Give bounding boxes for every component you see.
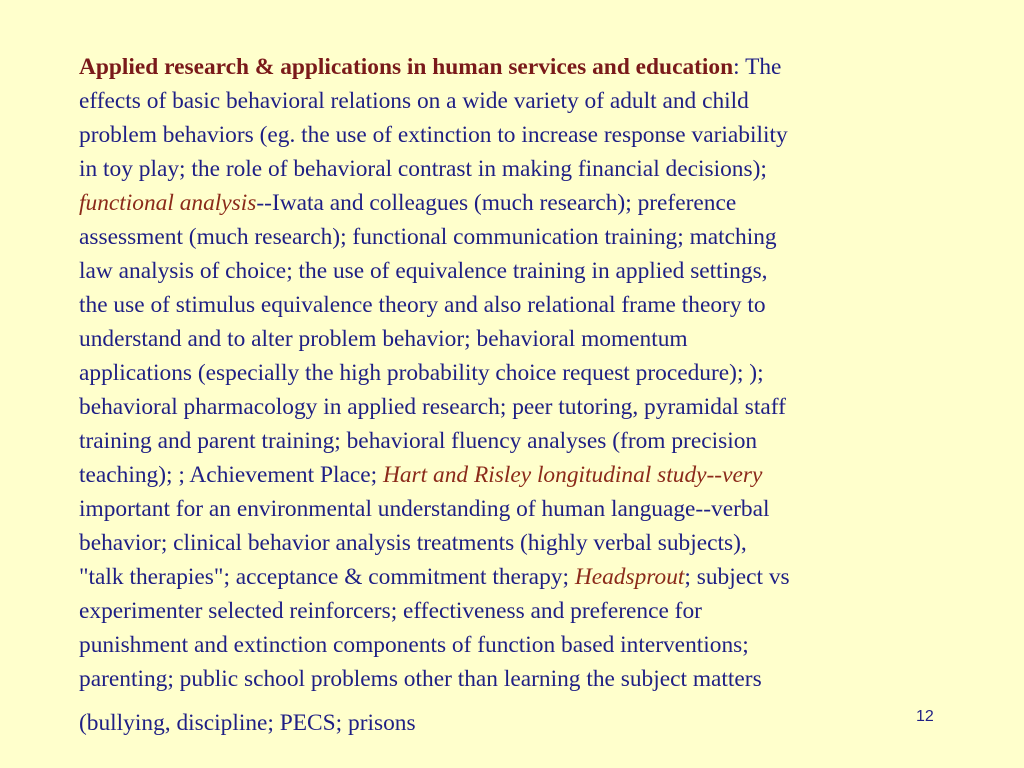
text-line-20: (bullying, discipline; PECS; prisons bbox=[79, 710, 416, 736]
text-line-6: assessment (much research); functional communication training; matching bbox=[79, 224, 777, 250]
text-line-9: understand and to alter problem behavior; behavioral momentum bbox=[79, 326, 688, 352]
text-line-12: training and parent training; behavioral fluency analyses (from precision bbox=[79, 428, 758, 454]
text-line-13 bbox=[79, 458, 951, 492]
heading-suffix: : The bbox=[733, 54, 782, 80]
teaching-prefix: teaching); ; Achievement Place; bbox=[79, 462, 383, 488]
slide-body-text bbox=[79, 50, 951, 740]
text-line-16 bbox=[79, 560, 951, 594]
text-line-4: in toy play; the role of behavioral contrast in making financial decisions); bbox=[79, 156, 767, 182]
functional-analysis-rest: --Iwata and colleagues (much research); preference bbox=[256, 190, 737, 216]
text-line-8: the use of stimulus equivalence theory and also relational frame theory to bbox=[79, 292, 766, 318]
text-line-7: law analysis of choice; the use of equivalence training in applied settings, bbox=[79, 258, 768, 284]
slide-heading: Applied research & applications in human services and education bbox=[79, 54, 734, 80]
text-line-17: experimenter selected reinforcers; effectiveness and preference for bbox=[79, 598, 702, 624]
text-line-11: behavioral pharmacology in applied research; peer tutoring, pyramidal staff bbox=[79, 394, 786, 420]
text-line-10: applications (especially the high probability choice request procedure); ); bbox=[79, 360, 764, 386]
functional-analysis-term: functional analysis bbox=[79, 190, 257, 216]
headsprout-suffix: ; subject vs bbox=[684, 564, 790, 590]
hart-risley-term: Hart and Risley longitudinal study--very bbox=[382, 462, 763, 488]
text-line-2: effects of basic behavioral relations on a wide variety of adult and child bbox=[79, 88, 749, 114]
page-number: 12 bbox=[916, 708, 934, 725]
text-line-14: important for an environmental understanding of human language--verbal bbox=[79, 496, 770, 522]
text-line-19: parenting; public school problems other than learning the subject matters bbox=[79, 666, 762, 692]
talk-prefix: "talk therapies"; acceptance & commitment therapy; bbox=[79, 564, 575, 590]
text-line-3: problem behaviors (eg. the use of extinction to increase response variability bbox=[79, 122, 788, 148]
text-line-18: punishment and extinction components of function based interventions; bbox=[79, 632, 749, 658]
text-line-1 bbox=[79, 50, 951, 84]
text-line-5 bbox=[79, 186, 951, 220]
text-line-15: behavior; clinical behavior analysis treatments (highly verbal subjects), bbox=[79, 530, 747, 556]
headsprout-term: Headsprout bbox=[574, 564, 685, 590]
